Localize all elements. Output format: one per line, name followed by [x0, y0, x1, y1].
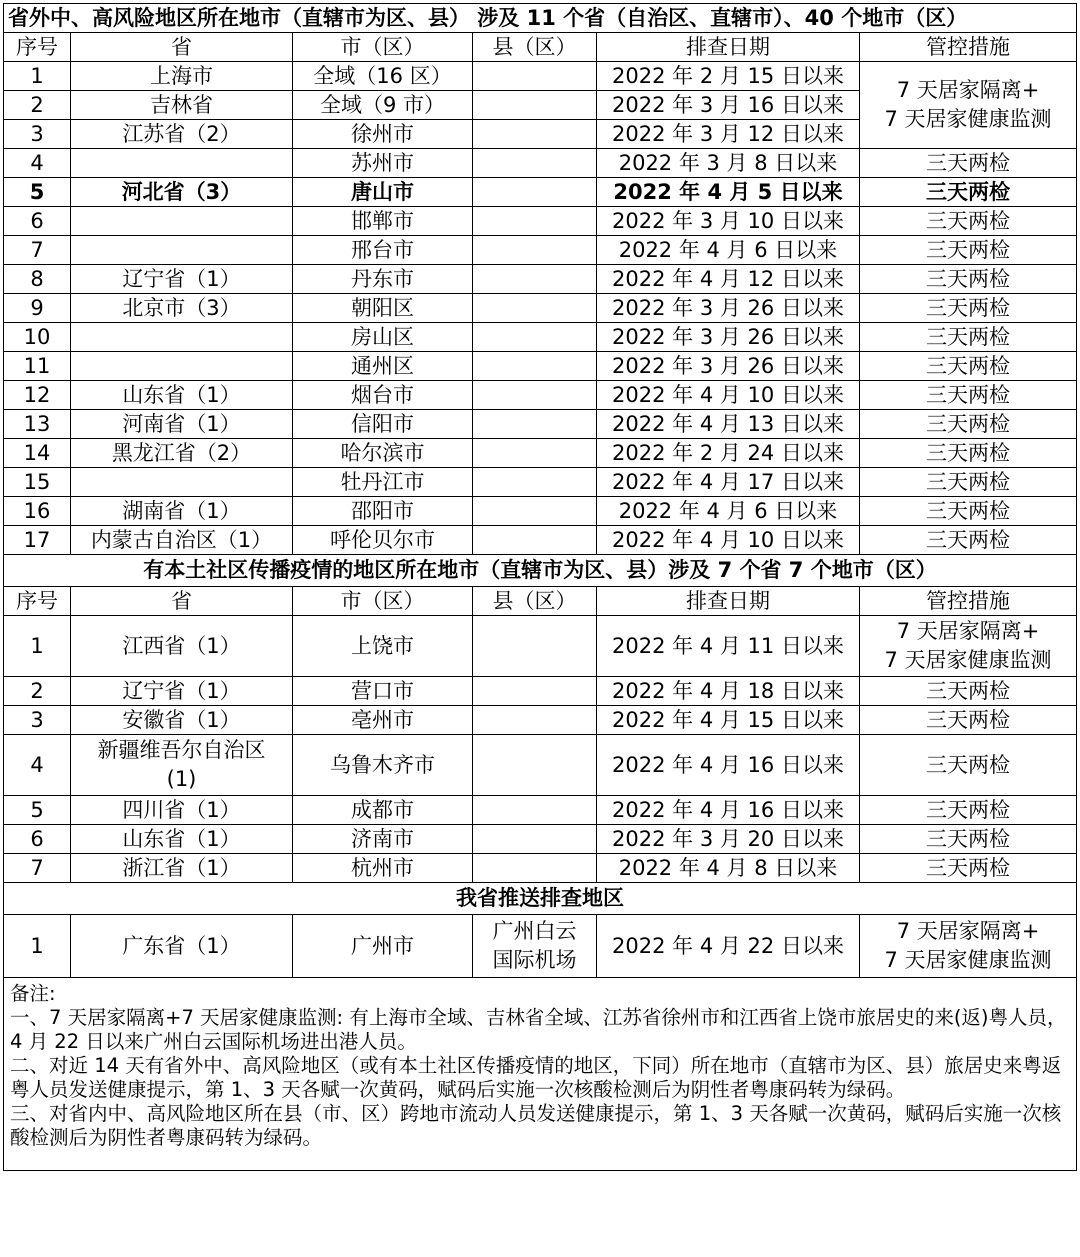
table-body — [4, 4, 1077, 1171]
row-province: 内蒙古自治区（1） — [71, 526, 293, 555]
row-date: 2022 年 3 月 8 日以来 — [597, 149, 860, 178]
row-date: 2022 年 4 月 10 日以来 — [597, 526, 860, 555]
row-county — [473, 178, 597, 207]
table-row — [4, 468, 1077, 497]
section2-title: 有本土社区传播疫情的地区所在地市（直辖市为区、县）涉及 7 个省 7 个地市（区） — [4, 555, 1077, 587]
row-no: 5 — [4, 178, 71, 207]
row-county — [473, 497, 597, 526]
row-province: 湖南省（1） — [71, 497, 293, 526]
row-province: 吉林省 — [71, 91, 293, 120]
table-row — [4, 497, 1077, 526]
header-date: 排查日期 — [597, 587, 860, 616]
row-date: 2022 年 3 月 10 日以来 — [597, 207, 860, 236]
row-province: 山东省（1） — [71, 825, 293, 854]
row-city: 信阳市 — [293, 410, 473, 439]
row-county — [473, 207, 597, 236]
row-city: 广州市 — [293, 915, 473, 978]
row-no: 11 — [4, 352, 71, 381]
row-province: 上海市 — [71, 62, 293, 91]
row-province — [71, 468, 293, 497]
table-row — [4, 236, 1077, 265]
table-row — [4, 265, 1077, 294]
header-date: 排查日期 — [597, 33, 860, 62]
row-county — [473, 677, 597, 706]
row-province: 四川省（1） — [71, 796, 293, 825]
row-no: 13 — [4, 410, 71, 439]
row-measure: 三天两检 — [860, 677, 1077, 706]
row-measure — [860, 616, 1077, 677]
row-measure-line1: 7 天居家隔离+ — [896, 919, 1040, 943]
row-no: 3 — [4, 706, 71, 735]
row-date: 2022 年 4 月 16 日以来 — [597, 796, 860, 825]
row-province: 江苏省（2） — [71, 120, 293, 149]
row-province: 河北省（3） — [71, 178, 293, 207]
row-province — [71, 207, 293, 236]
row-province: 辽宁省（1） — [71, 265, 293, 294]
row-city: 牡丹江市 — [293, 468, 473, 497]
row-date: 2022 年 2 月 24 日以来 — [597, 439, 860, 468]
row-county — [473, 526, 597, 555]
row-province: 辽宁省（1） — [71, 677, 293, 706]
table-row — [4, 706, 1077, 735]
row-no: 7 — [4, 854, 71, 883]
note-item2: 二、对近 14 天有省外中、高风险地区（或有本土社区传播疫情的地区，下同）所在地市（直辖市为区、县）旅居史来粤返粤人员发送健康提示，第 1、3 天各赋一次黄码，赋码后实施一次核酸检测后为阴性者粤康码转为绿码。 — [10, 1054, 1062, 1101]
row-measure: 三天两检 — [860, 706, 1077, 735]
table-row — [4, 735, 1077, 796]
row-province — [71, 352, 293, 381]
row-date: 2022 年 4 月 16 日以来 — [597, 735, 860, 796]
row-county — [473, 439, 597, 468]
table-row — [4, 381, 1077, 410]
row-province: 黑龙江省（2） — [71, 439, 293, 468]
row-date: 2022 年 3 月 16 日以来 — [597, 91, 860, 120]
row-date: 2022 年 4 月 11 日以来 — [597, 616, 860, 677]
row-date: 2022 年 4 月 8 日以来 — [597, 854, 860, 883]
row-measure-line1: 7 天居家隔离+ — [896, 619, 1040, 643]
row-city: 亳州市 — [293, 706, 473, 735]
row-province — [71, 323, 293, 352]
row-date: 2022 年 4 月 10 日以来 — [597, 381, 860, 410]
risk-area-table — [3, 3, 1077, 1171]
table-row — [4, 677, 1077, 706]
row-city: 全域（16 区） — [293, 62, 473, 91]
row-measure-line2: 7 天居家健康监测 — [884, 948, 1052, 972]
row-county — [473, 62, 597, 91]
table-row — [4, 796, 1077, 825]
merged-measure-cell — [860, 62, 1077, 149]
row-province-line1: 新疆维吾尔自治区 — [97, 738, 266, 762]
row-city: 苏州市 — [293, 149, 473, 178]
table-row — [4, 178, 1077, 207]
row-county — [473, 149, 597, 178]
row-county — [473, 796, 597, 825]
row-no: 17 — [4, 526, 71, 555]
row-no: 15 — [4, 468, 71, 497]
row-date: 2022 年 4 月 17 日以来 — [597, 468, 860, 497]
row-no: 6 — [4, 825, 71, 854]
row-county — [473, 410, 597, 439]
header-county: 县（区） — [473, 587, 597, 616]
row-no: 14 — [4, 439, 71, 468]
row-measure: 三天两检 — [860, 410, 1077, 439]
row-date: 2022 年 4 月 13 日以来 — [597, 410, 860, 439]
row-county — [473, 616, 597, 677]
row-date: 2022 年 4 月 5 日以来 — [597, 178, 860, 207]
header-no: 序号 — [4, 587, 71, 616]
table-row — [4, 323, 1077, 352]
row-city: 呼伦贝尔市 — [293, 526, 473, 555]
row-no: 3 — [4, 120, 71, 149]
row-city: 烟台市 — [293, 381, 473, 410]
row-city: 哈尔滨市 — [293, 439, 473, 468]
row-city: 邯郸市 — [293, 207, 473, 236]
row-date: 2022 年 3 月 12 日以来 — [597, 120, 860, 149]
table-row — [4, 915, 1077, 978]
row-province: 山东省（1） — [71, 381, 293, 410]
row-city: 邢台市 — [293, 236, 473, 265]
row-no: 6 — [4, 207, 71, 236]
section2-header-row — [4, 587, 1077, 616]
row-measure: 三天两检 — [860, 825, 1077, 854]
row-date: 2022 年 3 月 20 日以来 — [597, 825, 860, 854]
row-date: 2022 年 3 月 26 日以来 — [597, 323, 860, 352]
row-city: 济南市 — [293, 825, 473, 854]
section2-title-row — [4, 555, 1077, 587]
table-row — [4, 526, 1077, 555]
row-no: 1 — [4, 915, 71, 978]
note-item3: 三、对省内中、高风险地区所在县（市、区）跨地市流动人员发送健康提示，第 1、3 天各赋一次黄码，赋码后实施一次核酸检测后为阴性者粤康码转为绿码。 — [10, 1102, 1062, 1149]
measure-line2: 7 天居家健康监测 — [884, 107, 1052, 131]
row-date: 2022 年 2 月 15 日以来 — [597, 62, 860, 91]
row-measure: 三天两检 — [860, 796, 1077, 825]
row-city: 通州区 — [293, 352, 473, 381]
row-date: 2022 年 4 月 22 日以来 — [597, 915, 860, 978]
row-city: 房山区 — [293, 323, 473, 352]
header-county: 县（区） — [473, 33, 597, 62]
header-measure: 管控措施 — [860, 587, 1077, 616]
row-measure: 三天两检 — [860, 236, 1077, 265]
table-row — [4, 825, 1077, 854]
row-measure: 三天两检 — [860, 381, 1077, 410]
row-city: 成都市 — [293, 796, 473, 825]
section1-title: 省外中、高风险地区所在地市（直辖市为区、县） 涉及 11 个省（自治区、直辖市）、40 个地市（区） — [4, 4, 1077, 33]
note-label: 备注: — [10, 982, 56, 1005]
row-city: 朝阳区 — [293, 294, 473, 323]
row-province-line2: (1) — [166, 767, 197, 791]
header-no: 序号 — [4, 33, 71, 62]
row-no: 5 — [4, 796, 71, 825]
row-measure: 三天两检 — [860, 497, 1077, 526]
row-province: 江西省（1） — [71, 616, 293, 677]
table-row — [4, 439, 1077, 468]
header-measure: 管控措施 — [860, 33, 1077, 62]
row-no: 4 — [4, 735, 71, 796]
header-city: 市（区） — [293, 587, 473, 616]
header-city: 市（区） — [293, 33, 473, 62]
row-date: 2022 年 3 月 26 日以来 — [597, 294, 860, 323]
row-province — [71, 149, 293, 178]
row-county — [473, 265, 597, 294]
row-date: 2022 年 4 月 6 日以来 — [597, 497, 860, 526]
row-measure: 三天两检 — [860, 178, 1077, 207]
header-province: 省 — [71, 33, 293, 62]
row-county — [473, 735, 597, 796]
row-city: 全域（9 市） — [293, 91, 473, 120]
row-province: 北京市（3） — [71, 294, 293, 323]
row-county — [473, 468, 597, 497]
row-county — [473, 236, 597, 265]
notes-cell — [4, 978, 1077, 1171]
row-county — [473, 294, 597, 323]
section3-title-row — [4, 883, 1077, 915]
row-no: 1 — [4, 616, 71, 677]
row-no: 16 — [4, 497, 71, 526]
row-city: 丹东市 — [293, 265, 473, 294]
row-measure: 三天两检 — [860, 207, 1077, 236]
notes-row — [4, 978, 1077, 1171]
row-county — [473, 854, 597, 883]
row-county — [473, 91, 597, 120]
row-measure: 三天两检 — [860, 735, 1077, 796]
row-city: 徐州市 — [293, 120, 473, 149]
row-city: 杭州市 — [293, 854, 473, 883]
row-measure — [860, 915, 1077, 978]
row-county — [473, 120, 597, 149]
section3-title: 我省推送排查地区 — [4, 883, 1077, 915]
row-no: 12 — [4, 381, 71, 410]
row-province: 安徽省（1） — [71, 706, 293, 735]
row-no: 2 — [4, 91, 71, 120]
row-city: 上饶市 — [293, 616, 473, 677]
row-province: 广东省（1） — [71, 915, 293, 978]
row-date: 2022 年 4 月 18 日以来 — [597, 677, 860, 706]
row-no: 1 — [4, 62, 71, 91]
table-row — [4, 352, 1077, 381]
row-date: 2022 年 4 月 15 日以来 — [597, 706, 860, 735]
row-county — [473, 323, 597, 352]
row-city: 乌鲁木齐市 — [293, 735, 473, 796]
row-measure: 三天两检 — [860, 294, 1077, 323]
row-measure: 三天两检 — [860, 854, 1077, 883]
table-row — [4, 616, 1077, 677]
row-no: 4 — [4, 149, 71, 178]
row-no: 9 — [4, 294, 71, 323]
row-measure: 三天两检 — [860, 265, 1077, 294]
header-province: 省 — [71, 587, 293, 616]
row-city: 邵阳市 — [293, 497, 473, 526]
row-measure: 三天两检 — [860, 352, 1077, 381]
table-row — [4, 62, 1077, 91]
row-county — [473, 352, 597, 381]
row-county — [473, 381, 597, 410]
row-county-line1: 广州白云 — [492, 919, 577, 943]
row-province: 浙江省（1） — [71, 854, 293, 883]
table-row — [4, 410, 1077, 439]
row-county — [473, 706, 597, 735]
table-row — [4, 149, 1077, 178]
row-city: 唐山市 — [293, 178, 473, 207]
note-item1: 一、7 天居家隔离+7 天居家健康监测: 有上海市全域、吉林省全域、江苏省徐州市和江西省上饶市旅居史的来(返)粤人员，4 月 22 日以来广州白云国际机场进出港人员。 — [10, 1006, 1067, 1053]
row-province — [71, 735, 293, 796]
measure-line1: 7 天居家隔离+ — [896, 78, 1040, 102]
row-measure: 三天两检 — [860, 149, 1077, 178]
row-county — [473, 915, 597, 978]
row-no: 7 — [4, 236, 71, 265]
row-date: 2022 年 4 月 6 日以来 — [597, 236, 860, 265]
row-measure: 三天两检 — [860, 468, 1077, 497]
row-measure: 三天两检 — [860, 526, 1077, 555]
row-date: 2022 年 3 月 26 日以来 — [597, 352, 860, 381]
row-no: 2 — [4, 677, 71, 706]
table-row — [4, 294, 1077, 323]
row-no: 8 — [4, 265, 71, 294]
section1-header-row — [4, 33, 1077, 62]
row-city: 营口市 — [293, 677, 473, 706]
row-province: 河南省（1） — [71, 410, 293, 439]
row-no: 10 — [4, 323, 71, 352]
row-measure: 三天两检 — [860, 323, 1077, 352]
row-province — [71, 236, 293, 265]
table-row — [4, 854, 1077, 883]
row-county — [473, 825, 597, 854]
row-measure-line2: 7 天居家健康监测 — [884, 648, 1052, 672]
row-measure: 三天两检 — [860, 439, 1077, 468]
row-date: 2022 年 4 月 12 日以来 — [597, 265, 860, 294]
row-county-line2: 国际机场 — [492, 948, 577, 972]
table-row — [4, 207, 1077, 236]
